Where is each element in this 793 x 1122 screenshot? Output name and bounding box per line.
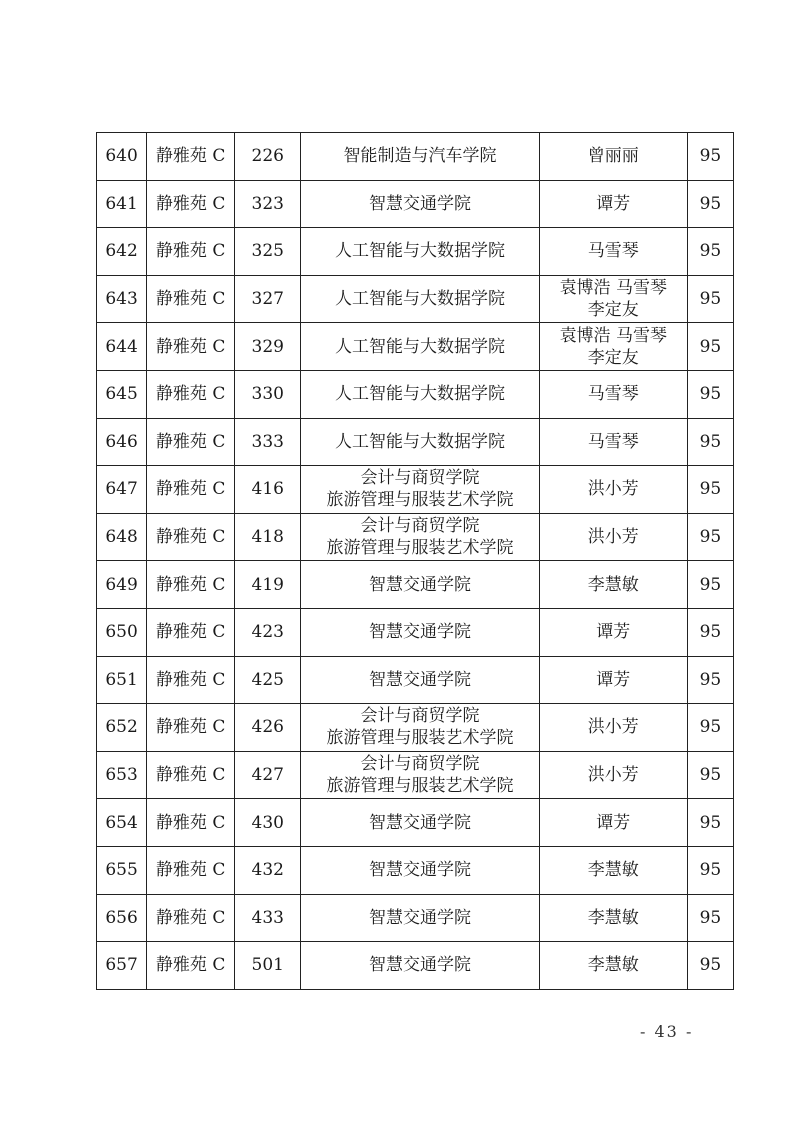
room-number-cell: 419 [235, 561, 301, 609]
room-number-cell: 327 [235, 275, 301, 323]
building-cell: 静雅苑 C [147, 228, 235, 276]
college-line: 智能制造与汽车学院 [343, 146, 497, 167]
advisor-line: 马雪琴 [587, 384, 639, 405]
building-cell: 静雅苑 C [147, 275, 235, 323]
building-cell: 静雅苑 C [147, 656, 235, 704]
advisor-line: 袁博浩 马雪琴 [559, 325, 667, 346]
advisor-line: 洪小芳 [587, 527, 639, 548]
row-number-cell: 656 [97, 894, 147, 942]
room-number-cell: 423 [235, 608, 301, 656]
advisor-cell [539, 656, 687, 704]
table-row [97, 751, 734, 799]
score-cell: 95 [687, 370, 733, 418]
table-body [97, 133, 734, 990]
dormitory-score-table [96, 132, 734, 990]
building-cell: 静雅苑 C [147, 180, 235, 228]
score-cell: 95 [687, 275, 733, 323]
score-cell: 95 [687, 942, 733, 990]
room-number-cell: 329 [235, 323, 301, 371]
college-cell [301, 370, 539, 418]
advisor-line: 曾丽丽 [587, 146, 639, 167]
college-line: 智慧交通学院 [368, 907, 471, 928]
college-line: 会计与商贸学院 [360, 516, 480, 537]
college-line: 智慧交通学院 [368, 812, 471, 833]
table-row [97, 275, 734, 323]
college-cell [301, 942, 539, 990]
college-line: 人工智能与大数据学院 [334, 241, 505, 262]
advisor-line: 李慧敏 [587, 574, 639, 595]
row-number-cell: 640 [97, 133, 147, 181]
row-number-cell: 649 [97, 561, 147, 609]
advisor-cell [539, 704, 687, 752]
advisor-cell [539, 894, 687, 942]
college-cell [301, 275, 539, 323]
row-number-cell: 644 [97, 323, 147, 371]
room-number-cell: 226 [235, 133, 301, 181]
row-number-cell: 654 [97, 799, 147, 847]
score-cell: 95 [687, 180, 733, 228]
college-line: 旅游管理与服装艺术学院 [326, 538, 514, 559]
college-cell [301, 656, 539, 704]
college-line: 会计与商贸学院 [360, 706, 480, 727]
score-cell: 95 [687, 323, 733, 371]
advisor-cell [539, 942, 687, 990]
table-row [97, 846, 734, 894]
college-line: 智慧交通学院 [368, 574, 471, 595]
college-line: 人工智能与大数据学院 [334, 384, 505, 405]
score-cell: 95 [687, 799, 733, 847]
advisor-line: 洪小芳 [587, 479, 639, 500]
room-number-cell: 501 [235, 942, 301, 990]
score-cell: 95 [687, 133, 733, 181]
score-cell: 95 [687, 561, 733, 609]
advisor-line: 李定友 [587, 347, 639, 368]
building-cell: 静雅苑 C [147, 608, 235, 656]
advisor-line: 李慧敏 [587, 955, 639, 976]
building-cell: 静雅苑 C [147, 751, 235, 799]
college-line: 智慧交通学院 [368, 622, 471, 643]
room-number-cell: 432 [235, 846, 301, 894]
room-number-cell: 323 [235, 180, 301, 228]
table-row [97, 799, 734, 847]
table-row [97, 942, 734, 990]
row-number-cell: 655 [97, 846, 147, 894]
advisor-line: 马雪琴 [587, 431, 639, 452]
table-row [97, 704, 734, 752]
building-cell: 静雅苑 C [147, 418, 235, 466]
room-number-cell: 418 [235, 513, 301, 561]
table-row [97, 228, 734, 276]
college-line: 智慧交通学院 [368, 669, 471, 690]
score-cell: 95 [687, 608, 733, 656]
college-cell [301, 513, 539, 561]
advisor-line: 谭芳 [596, 622, 631, 643]
score-cell: 95 [687, 466, 733, 514]
row-number-cell: 643 [97, 275, 147, 323]
row-number-cell: 650 [97, 608, 147, 656]
room-number-cell: 425 [235, 656, 301, 704]
score-cell: 95 [687, 846, 733, 894]
college-cell [301, 418, 539, 466]
advisor-cell [539, 751, 687, 799]
room-number-cell: 433 [235, 894, 301, 942]
college-line: 会计与商贸学院 [360, 468, 480, 489]
building-cell: 静雅苑 C [147, 466, 235, 514]
advisor-line: 李定友 [587, 300, 639, 321]
advisor-cell [539, 846, 687, 894]
advisor-cell [539, 561, 687, 609]
table-row [97, 418, 734, 466]
score-cell: 95 [687, 894, 733, 942]
college-cell [301, 180, 539, 228]
room-number-cell: 416 [235, 466, 301, 514]
row-number-cell: 648 [97, 513, 147, 561]
row-number-cell: 642 [97, 228, 147, 276]
room-number-cell: 330 [235, 370, 301, 418]
college-cell [301, 133, 539, 181]
score-cell: 95 [687, 704, 733, 752]
table-row [97, 133, 734, 181]
row-number-cell: 646 [97, 418, 147, 466]
row-number-cell: 641 [97, 180, 147, 228]
advisor-cell [539, 275, 687, 323]
building-cell: 静雅苑 C [147, 370, 235, 418]
row-number-cell: 653 [97, 751, 147, 799]
table-row [97, 561, 734, 609]
college-cell [301, 466, 539, 514]
advisor-line: 谭芳 [596, 669, 631, 690]
room-number-cell: 427 [235, 751, 301, 799]
table-row [97, 180, 734, 228]
advisor-line: 袁博浩 马雪琴 [559, 278, 667, 299]
advisor-cell [539, 370, 687, 418]
college-cell [301, 799, 539, 847]
room-number-cell: 430 [235, 799, 301, 847]
building-cell: 静雅苑 C [147, 561, 235, 609]
college-cell [301, 323, 539, 371]
building-cell: 静雅苑 C [147, 942, 235, 990]
college-line: 人工智能与大数据学院 [334, 431, 505, 452]
advisor-cell [539, 608, 687, 656]
building-cell: 静雅苑 C [147, 846, 235, 894]
college-cell [301, 608, 539, 656]
college-line: 旅游管理与服装艺术学院 [326, 728, 514, 749]
college-cell [301, 894, 539, 942]
college-line: 旅游管理与服装艺术学院 [326, 776, 514, 797]
room-number-cell: 333 [235, 418, 301, 466]
advisor-cell [539, 418, 687, 466]
row-number-cell: 657 [97, 942, 147, 990]
advisor-cell [539, 513, 687, 561]
advisor-cell [539, 466, 687, 514]
advisor-line: 谭芳 [596, 193, 631, 214]
college-cell [301, 561, 539, 609]
row-number-cell: 645 [97, 370, 147, 418]
college-line: 会计与商贸学院 [360, 754, 480, 775]
room-number-cell: 426 [235, 704, 301, 752]
table-row [97, 466, 734, 514]
advisor-cell [539, 133, 687, 181]
college-line: 人工智能与大数据学院 [334, 336, 505, 357]
building-cell: 静雅苑 C [147, 799, 235, 847]
room-number-cell: 325 [235, 228, 301, 276]
college-cell [301, 846, 539, 894]
building-cell: 静雅苑 C [147, 704, 235, 752]
college-line: 人工智能与大数据学院 [334, 289, 505, 310]
advisor-cell [539, 323, 687, 371]
advisor-line: 李慧敏 [587, 860, 639, 881]
building-cell: 静雅苑 C [147, 513, 235, 561]
table-row [97, 894, 734, 942]
college-cell [301, 751, 539, 799]
building-cell: 静雅苑 C [147, 323, 235, 371]
score-cell: 95 [687, 656, 733, 704]
table-row [97, 370, 734, 418]
college-cell [301, 228, 539, 276]
table-row [97, 656, 734, 704]
row-number-cell: 651 [97, 656, 147, 704]
page-number: - 43 - [640, 1022, 694, 1041]
advisor-cell [539, 799, 687, 847]
advisor-line: 洪小芳 [587, 765, 639, 786]
advisor-cell [539, 228, 687, 276]
college-line: 智慧交通学院 [368, 860, 471, 881]
score-cell: 95 [687, 418, 733, 466]
college-line: 智慧交通学院 [368, 955, 471, 976]
advisor-cell [539, 180, 687, 228]
advisor-line: 马雪琴 [587, 241, 639, 262]
college-cell [301, 704, 539, 752]
advisor-line: 洪小芳 [587, 717, 639, 738]
table-row [97, 323, 734, 371]
score-cell: 95 [687, 228, 733, 276]
table-row [97, 513, 734, 561]
score-cell: 95 [687, 513, 733, 561]
college-line: 智慧交通学院 [368, 193, 471, 214]
advisor-line: 李慧敏 [587, 907, 639, 928]
row-number-cell: 652 [97, 704, 147, 752]
advisor-line: 谭芳 [596, 812, 631, 833]
score-cell: 95 [687, 751, 733, 799]
college-line: 旅游管理与服装艺术学院 [326, 490, 514, 511]
table-row [97, 608, 734, 656]
building-cell: 静雅苑 C [147, 894, 235, 942]
building-cell: 静雅苑 C [147, 133, 235, 181]
row-number-cell: 647 [97, 466, 147, 514]
